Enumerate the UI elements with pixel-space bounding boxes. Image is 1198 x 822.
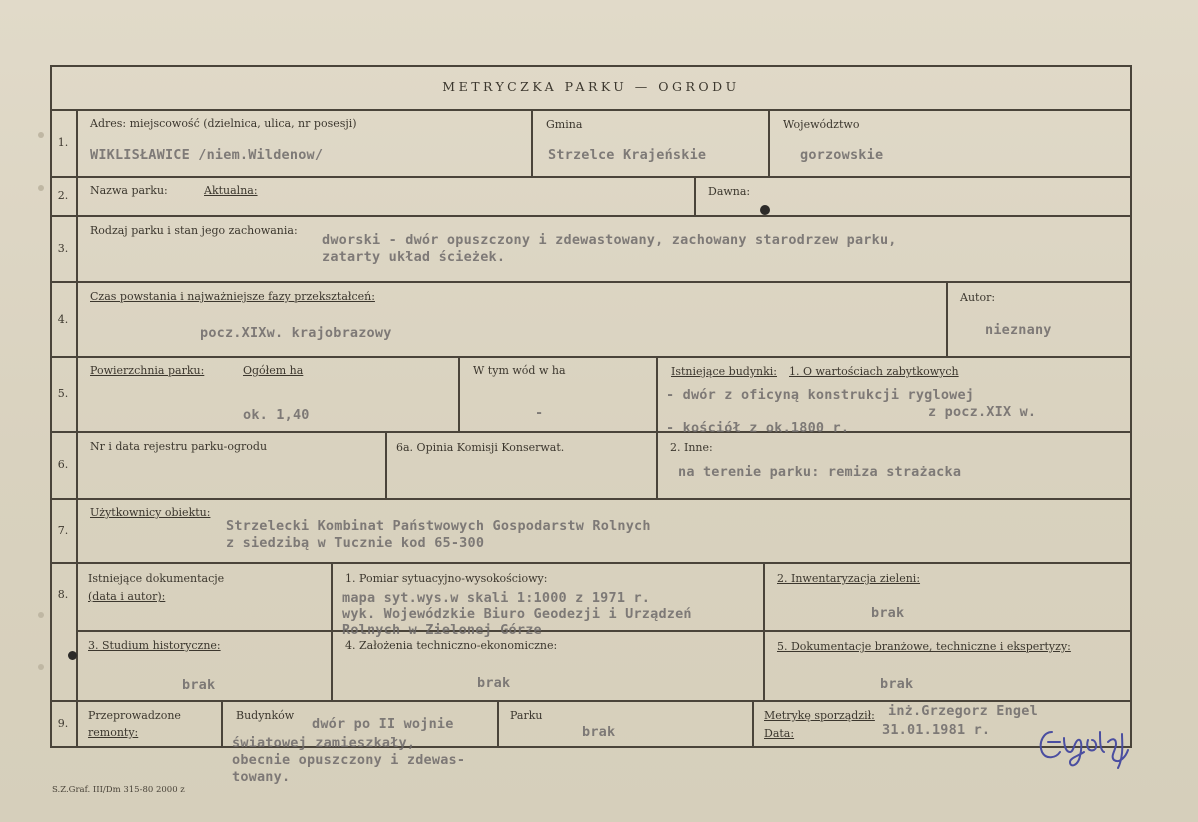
author-label: Autor: xyxy=(960,291,996,304)
buildings-repairs-line1: dwór po II wojnie xyxy=(312,716,454,732)
date-label: Data: xyxy=(764,727,795,740)
inventory-value: brak xyxy=(871,605,905,621)
register-label: Nr i data rejestru parku-ogrodu xyxy=(90,440,268,453)
ink-blot xyxy=(760,205,770,215)
survey-line3: Rolnych w Zielonej Górze xyxy=(342,622,542,638)
gmina-label: Gmina xyxy=(546,118,583,131)
row-number: 5. xyxy=(57,387,69,400)
author-value: nieznany xyxy=(985,322,1052,338)
buildings-label: Istniejące budynki: xyxy=(671,365,778,378)
former-name-label: Dawna: xyxy=(708,185,751,198)
wojewodztwo-label: Województwo xyxy=(783,118,860,131)
repairs-label-line1: Przeprowadzone xyxy=(88,709,181,722)
date-value: 31.01.1981 r. xyxy=(882,722,991,738)
ink-blot xyxy=(68,651,77,660)
row-number: 1. xyxy=(57,136,69,149)
repairs-label-line2: remonty: xyxy=(88,726,139,739)
inventory-label: 2. Inwentaryzacja zieleni: xyxy=(777,572,921,585)
park-name-label: Nazwa parku: xyxy=(90,184,168,197)
total-area-label: Ogółem ha xyxy=(243,364,304,377)
water-area-label: W tym wód w ha xyxy=(473,364,566,377)
historic-buildings-line1: - dwór z oficyną konstrukcji ryglowej xyxy=(666,387,975,403)
row-number: 7. xyxy=(57,524,69,537)
other-buildings-value: na terenie parku: remiza strażacka xyxy=(678,464,962,480)
buildings-repairs-line3: obecnie opuszczony i zdewas- xyxy=(232,752,466,768)
punch-hole xyxy=(38,612,44,618)
branch-docs-value: brak xyxy=(880,676,914,692)
buildings-repairs-line4: towany. xyxy=(232,769,291,785)
row-number: 4. xyxy=(57,313,69,326)
technical-value: brak xyxy=(477,675,511,691)
row-number: 9. xyxy=(57,717,69,730)
park-type-value-line2: zatarty układ ścieżek. xyxy=(322,249,506,265)
history-label: 3. Studium historyczne: xyxy=(88,639,221,652)
users-value-line1: Strzelecki Kombinat Państwowych Gospodarstw Rolnych xyxy=(226,518,651,534)
row-number: 2. xyxy=(57,189,69,202)
survey-label: 1. Pomiar sytuacyjno-wysokościowy: xyxy=(345,572,548,585)
users-label: Użytkownicy obiektu: xyxy=(90,506,211,519)
docs-label-line1: Istniejące dokumentacje xyxy=(88,572,225,585)
park-repairs-value: brak xyxy=(582,724,616,740)
row-number: 8. xyxy=(57,588,69,601)
address-label: Adres: miejscowość (dzielnica, ulica, nr posesji) xyxy=(90,117,357,130)
total-area-value: ok. 1,40 xyxy=(243,407,310,423)
users-value-line2: z siedzibą w Tucznie kod 65-300 xyxy=(226,535,485,551)
park-repairs-label: Parku xyxy=(510,709,543,722)
form-title: METRYCZKA PARKU — OGRODU xyxy=(442,79,740,94)
buildings-repairs-line2: światowej zamieszkały, xyxy=(232,735,416,751)
row-number: 6. xyxy=(57,458,69,471)
branch-docs-label: 5. Dokumentacje branżowe, techniczne i ekspertyzy: xyxy=(777,640,1071,653)
origin-label: Czas powstania i najważniejsze fazy przekształceń: xyxy=(90,290,375,303)
park-type-value-line1: dworski - dwór opuszczony i zdewastowany, zachowany starodrzew parku, xyxy=(322,232,897,248)
address-value: WIKLISŁAWICE /niem.Wildenow/ xyxy=(90,147,324,163)
punch-hole xyxy=(38,132,44,138)
prepared-by-value: inż.Grzegorz Engel xyxy=(888,703,1038,719)
area-label: Powierzchnia parku: xyxy=(90,364,205,377)
historic-buildings-label: 1. O wartościach zabytkowych xyxy=(789,365,959,378)
water-area-value: - xyxy=(535,405,544,421)
buildings-repairs-label: Budynków xyxy=(236,709,295,722)
punch-hole xyxy=(38,185,44,191)
survey-line1: mapa syt.wys.w skali 1:1000 z 1971 r. xyxy=(342,590,651,606)
history-value: brak xyxy=(182,677,216,693)
gmina-value: Strzelce Krajeńskie xyxy=(548,147,707,163)
current-name-label: Aktualna: xyxy=(204,184,258,197)
print-code: S.Z.Graf. III/Dm 315-80 2000 z xyxy=(52,785,185,795)
opinion-label: 6a. Opinia Komisji Konserwat. xyxy=(396,441,565,454)
other-buildings-label: 2. Inne: xyxy=(670,441,713,454)
survey-line2: wyk. Wojewódzkie Biuro Geodezji i Urządzeń xyxy=(342,606,692,622)
docs-label-line2: (data i autor): xyxy=(88,590,166,603)
prepared-by-label: Metrykę sporządził: xyxy=(764,709,875,722)
punch-hole xyxy=(38,664,44,670)
wojewodztwo-value: gorzowskie xyxy=(800,147,884,163)
historic-buildings-line3: - kościół z ok.1800 r. xyxy=(666,420,850,436)
park-type-label: Rodzaj parku i stan jego zachowania: xyxy=(90,224,298,237)
signature xyxy=(1030,712,1150,772)
historic-buildings-line2: z pocz.XIX w. xyxy=(928,404,1037,420)
origin-value: pocz.XIXw. krajobrazowy xyxy=(200,325,392,341)
row-number: 3. xyxy=(57,242,69,255)
technical-label: 4. Założenia techniczno-ekonomiczne: xyxy=(345,639,558,652)
